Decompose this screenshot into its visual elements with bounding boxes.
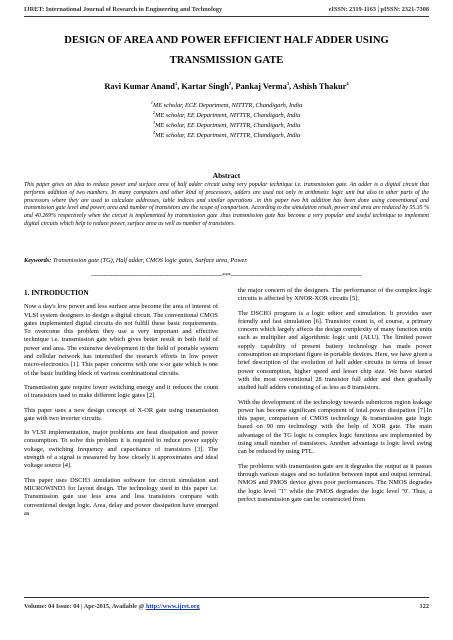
- left-column: [24, 289, 218, 524]
- volume-info: Volume: 04 Issue: 04 | Apr-2015, Available @ http://www.ijret.org: [24, 603, 200, 610]
- footer-rule: [24, 597, 429, 598]
- keywords-label: Keywords:: [24, 257, 52, 264]
- author: Kartar Singh$^2$,: [181, 81, 236, 91]
- section-heading: 1. INTRODUCTION: [24, 289, 89, 297]
- paragraph: In VLSI implementation, major problems are heat dissipation and power consumption. To solve this problem it is required to reduce power supply voltage, switching frequency and capacitance of transistors [3]. The strength of a signal is measured by how closely it approximates and ideal voltage source [4].: [24, 429, 218, 470]
- running-header: [24, 6, 429, 13]
- affiliation: $^1$ME scholar, ECE Department, NITTTR, Chandigarh, India: [150, 100, 303, 110]
- journal-link[interactable]: http://www.ijret.org: [145, 603, 200, 610]
- header-rule: [24, 16, 429, 17]
- section-separator: -------------------------------------------------------------------------***-------------------------------------------------------------------------: [91, 273, 362, 279]
- keywords: [24, 257, 429, 264]
- journal-name: IJRET: International Journal of Research in Engineering and Technology: [24, 6, 223, 13]
- paragraph: With the development of the technology towards submicron region leakage power has become significant component of total power dissipation [7].In this paper, comparison of CMOS technology & transmission gate logic based on 90 nm technology with the help of XOR gate. The main advantage of the TG logic is complex logic functions are implemented by using small number of transistors. Another advantage is logic level swing can be reduced by using PTL.: [238, 398, 432, 456]
- page-number: 122: [419, 603, 429, 610]
- paragraph: The DSCH3 program is a logic editor and simulation. It provides user friendly and fast simulation [6]. Transistor count is, of course, a primary concern which largely affects the design complexity of many function units such as multiplier and algorithmic logic unit (ALU). The limited power supply capability of present battery technology has made power consumption an important figure in portable devices. Here, we have given a brief description of the evolution of half adder circuits in terms of lesser power consumption, higher speed and lesser chip size. We have started with the most conventional 28 transistor full adder and then gradually studied half adders consisting of as less as 8 transistors.: [238, 309, 432, 392]
- paper-title: DESIGN OF AREA AND POWER EFFICIENT HALF ADDER USING TRANSMISSION GATE: [64, 35, 389, 66]
- paragraph: Now a day's low power and less surface area become the area of interest of VLSI system designers to design a digital circuit. The conventional CMOS gates implemented digital circuits do not fulfill these basic requirements. To overcome this problem they use a very important and effective technique i.e. transmission gate which gives better result in both field of power and area. The extensive development in the field of portable system and cellular network has intensified the research efforts in low power micro-electronics [1]. This paper concerns with one x-or gate which is one of the basic building block of various combinational circuits.: [24, 303, 218, 377]
- issn: eISSN: 2319-1163 | pISSN: 2321-7308: [328, 6, 429, 13]
- author: Ravi Kumar Anand$^1$,: [104, 81, 182, 91]
- paragraph: The problems with transmission gate are it degrades the output as it passes through various stages and no isolation between input and output terminal. NMOS and PMOS device gives poor performances. The NMOS degrades the logic level "1" while the PMOS degrades the logic level "0'. Thus, a perfect transmission gate can be constructed from: [238, 462, 432, 503]
- keywords-text: Transmission gate (TG), Half adder, CMOS logic gates, Surface area, Power.: [52, 257, 248, 264]
- affiliation: $^2$ME scholar, EE Department, NITTTR, Chandigarh, India: [152, 110, 301, 120]
- running-footer: [24, 603, 429, 610]
- author-list: [0, 81, 453, 91]
- abstract-heading: Abstract: [212, 171, 241, 180]
- author: Ashish Thakur$^4$: [292, 81, 349, 91]
- paragraph: Transmission gate require lower switching energy and it reduces the count of transistors used to make different logic gates [2].: [24, 383, 218, 400]
- abstract-text: This paper gives an idea to reduce power and surface area of half adder circuit using very popular technique i.e. transmission gate. An adder is a digital circuit that performs addition of two numbers. In many computers and other kind of processors, adders are used not only in arithmetic logic unit but also in other parts of the processors where they are used to calculate addresses, table indices and similar operations .in this paper two bit addition has been done using conventional and transmission gate level and power, area and number of transistors are the scope of comparison. According to the simulation result, power and area are reduced by 55.35 % and 40.269% respectively when the circuit is implemented by transmission gate .thus transmission gate has become a very popular and useful technique to implement digital circuits which help to reduce power, surface area as well as number of transistors.: [24, 182, 429, 227]
- paragraph: the major concern of the designers. The performance of the complex logic circuits is affected by XNOR-XOR circuits [5].: [238, 287, 432, 303]
- author: Pankaj Verma$^3$,: [235, 81, 293, 91]
- affiliation: $^3$ME scholar, EE Department, NITTTR, Chandigarh, India: [152, 120, 301, 130]
- right-column: [238, 287, 432, 510]
- paragraph: This paper uses a new design concept of X-OR gate using transmission gate with two inverter circuits.: [24, 406, 218, 422]
- paragraph: This paper uses DSCH3 simulation software for circuit simulation and MICROWIND3 for layout design. The technology used in this paper i.e. Transmission gate use less area and less transistors compare with conventional design logic. Area, delay and power dissipation have emerged as: [24, 476, 218, 517]
- affiliation: $^4$ME scholar, EE Department, NITTTR, Chandigarh, India: [152, 130, 301, 140]
